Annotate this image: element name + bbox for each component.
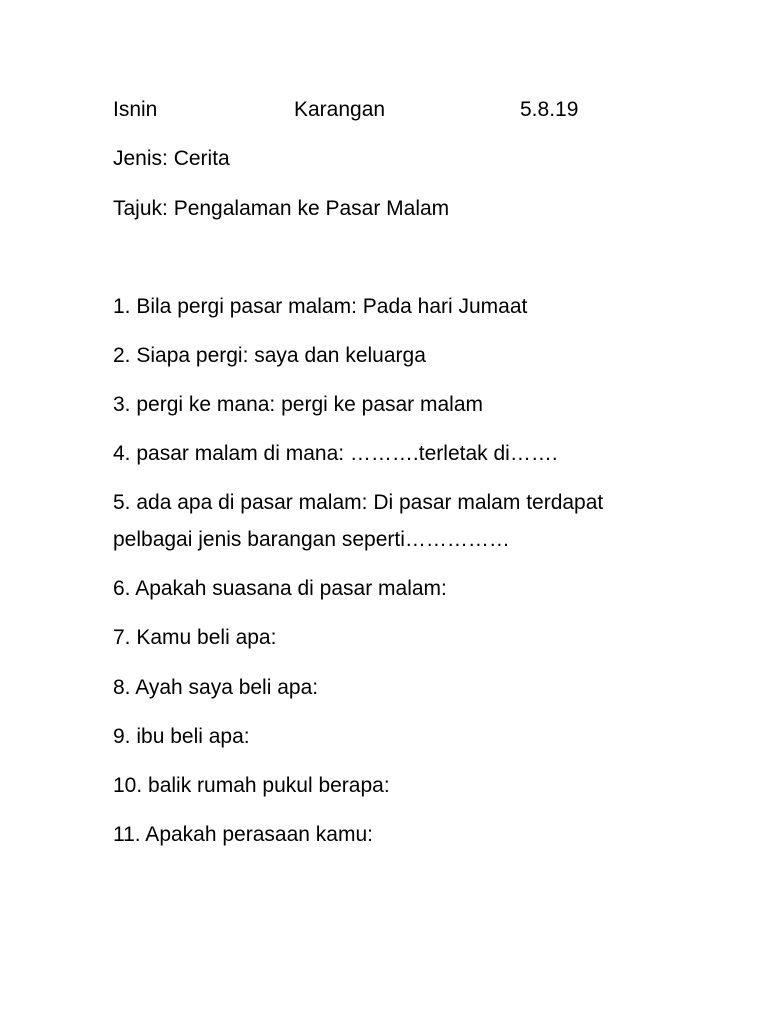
question-2: 2. Siapa pergi: saya dan keluarga <box>113 344 426 367</box>
question-4: 4. pasar malam di mana: ……….terletak di……. <box>113 442 558 465</box>
question-9: 9. ibu beli apa: <box>113 725 250 748</box>
header-title: Karangan <box>294 98 386 121</box>
question-5-line-1: 5. ada apa di pasar malam: Di pasar malam terdapat <box>113 491 604 514</box>
question-1: 1. Bila pergi pasar malam: Pada hari Jumaat <box>113 295 528 318</box>
question-11: 11. Apakah perasaan kamu: <box>113 823 373 846</box>
header-day: Isnin <box>113 98 158 121</box>
genre-line: Jenis: Cerita <box>113 147 230 170</box>
question-10: 10. balik rumah pukul berapa: <box>113 774 390 797</box>
topic-line: Tajuk: Pengalaman ke Pasar Malam <box>113 197 450 220</box>
header-date: 5.8.19 <box>520 98 579 121</box>
question-8: 8. Ayah saya beli apa: <box>113 676 319 699</box>
question-5-line-2: pelbagai jenis barangan seperti…………… <box>113 528 510 551</box>
question-3: 3. pergi ke mana: pergi ke pasar malam <box>113 393 484 416</box>
question-6: 6. Apakah suasana di pasar malam: <box>113 577 447 600</box>
question-7: 7. Kamu beli apa: <box>113 626 277 649</box>
